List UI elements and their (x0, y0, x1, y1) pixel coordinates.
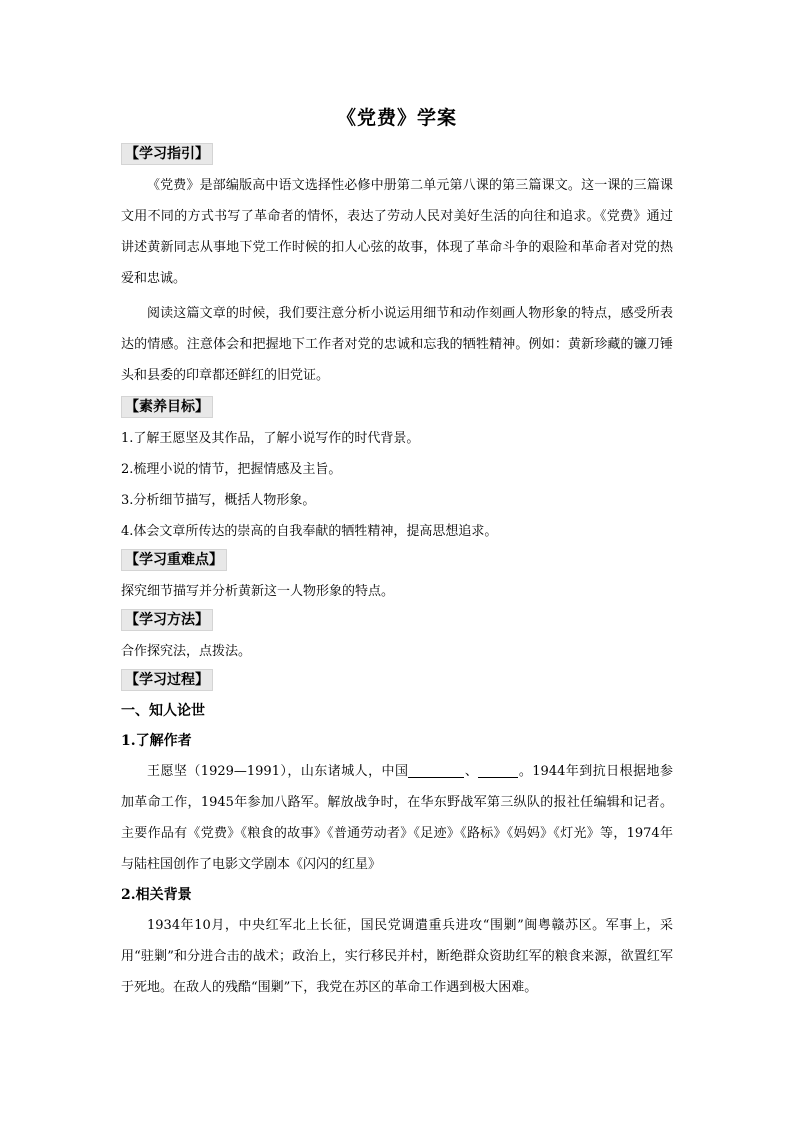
section-guide (121, 141, 673, 391)
section-heading-method: 【学习方法】 (121, 609, 213, 631)
section-key-points (121, 547, 673, 607)
section-goals (121, 394, 673, 547)
key-points-text: 探究细节描写并分析黄新这一人物形象的特点。 (121, 584, 395, 599)
guide-paragraph-1: 《党费》是部编版高中语文选择性必修中册第二单元第八课的第三篇课文。这一课的三篇课文用不同的方式书写了革命者的情怀，表达了劳动人民对美好生活的向往和追求。《党费》通过讲述黄新同志从事地下党工作时候的扣人心弦的故事，体现了革命斗争的艰险和革命者对党的热爱和忠诚。 (121, 178, 673, 286)
page-title: 《党费》学案 (336, 107, 457, 129)
background-title: 2.相关背景 (121, 887, 192, 903)
goal-item-2: 2.梳理小说的情节，把握情感及主旨。 (121, 462, 342, 477)
guide-paragraph-2: 阅读这篇文章的时候，我们要注意分析小说运用细节和动作刻画人物形象的特点，感受所表达的情感。注意体会和把握地下工作者对党的忠诚和忘我的牺牲精神。例如：黄新珍藏的镰刀锤头和县委的印章都还鲜红的旧党证。 (121, 306, 673, 383)
section-heading-goals: 【素养目标】 (121, 396, 213, 418)
author-text-a: 王愿坚（1929—1991），山东诸城人，中国 (147, 764, 409, 779)
section-heading-guide: 【学习指引】 (121, 143, 213, 165)
goal-item-1: 1.了解王愿坚及其作品，了解小说写作的时代背景。 (121, 431, 420, 446)
part1-title: 一、知人论世 (121, 703, 205, 719)
author-separator: 、 (464, 764, 479, 779)
fill-blank-2[interactable] (478, 761, 518, 778)
author-text-b: 。1944年到抗日根据地参加革命工作，1945年参加八路军。解放战争时，在华东野战军第三纵队的报社任编辑和记者。主要作品有《党费》《粮食的故事》《普通劳动者》《足迹》《路标》《妈妈》《灯光》等，1974年与陆柱国创作了电影文学剧本《闪闪的红星》 (121, 764, 673, 872)
document-content (121, 105, 673, 1003)
author-title: 1.了解作者 (121, 733, 192, 749)
goal-item-3: 3.分析细节描写，概括人物形象。 (121, 493, 316, 508)
method-text: 合作探究法，点拨法。 (121, 644, 252, 659)
section-heading-process: 【学习过程】 (121, 669, 213, 691)
goal-item-4: 4.体会文章所传达的崇高的自我奉献的牺牲精神，提高思想追求。 (121, 524, 498, 539)
author-paragraph (121, 756, 673, 880)
background-paragraph: 1934年10月，中央红军北上长征，国民党调遣重兵进攻“围剿”闽粤赣苏区。军事上，采用“驻剿”和分进合击的战术；政治上，实行移民并村，断绝群众资助红军的粮食来源，欲置红军于死地。在敌人的残酷“围剿”下，我党在苏区的革命工作遇到极大困难。 (121, 918, 673, 995)
section-heading-key-points: 【学习重难点】 (121, 549, 227, 571)
section-process (121, 667, 673, 1003)
section-method (121, 607, 673, 667)
fill-blank-1[interactable] (408, 761, 464, 778)
